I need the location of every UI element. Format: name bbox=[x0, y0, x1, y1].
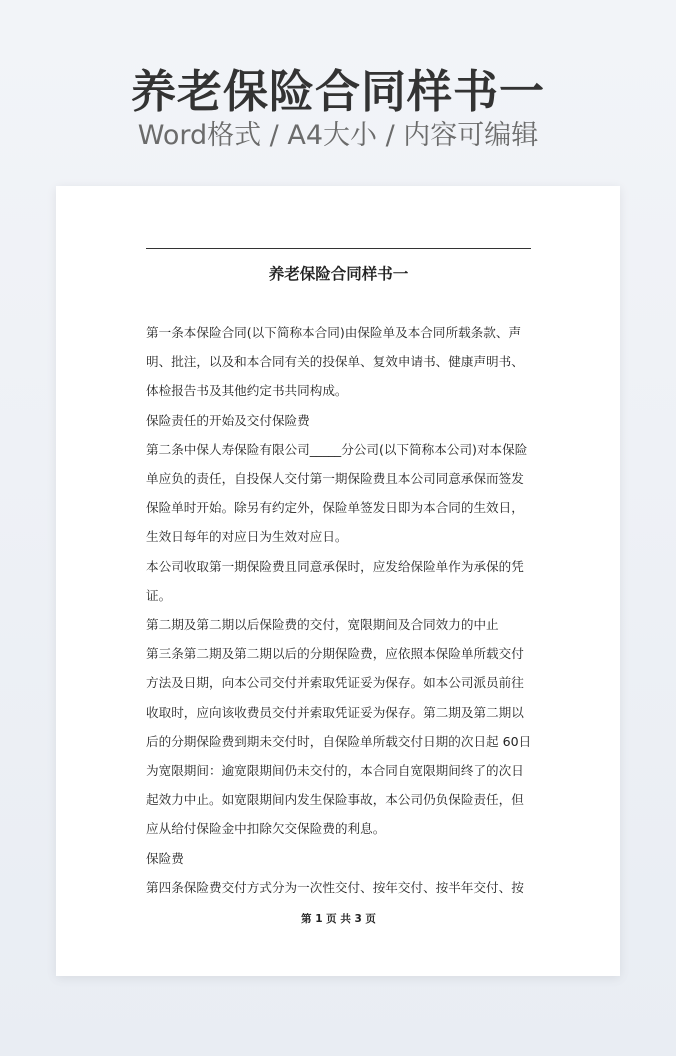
paragraph-article-3: 第三条第二期及第二期以后的分期保险费，应依照本保险单所载交付方法及日期，向本公司交付并索取凭证妥为保存。如本公司派员前往收取时，应向该收费员交付并索取凭证妥为保存。第二期及第二期以后的分期保险费到期未交付时，自保险单所载交付日期的次日起 60日为宽限期间：逾宽限期间仍未交付的，本合同自宽限期间终了的次日起效力中止。如宽限期间内发生保险事故，本公司仍负保险责任，但应从给付保险金中扣除欠交保险费的利息。 bbox=[146, 646, 532, 837]
document-page bbox=[56, 186, 620, 976]
section-heading-premium: 保险费 bbox=[146, 850, 184, 866]
paragraph-article-1: 第一条本保险合同(以下简称本合同)由保险单及本合同所载条款、声明、批注，以及和本合同有关的投保单、复效申请书、健康声明书、体检报告书及其他约定书共同构成。 bbox=[146, 325, 524, 399]
page-number: 第 1 页 共 3 页 bbox=[301, 913, 376, 925]
paragraph-certificate: 本公司收取第一期保险费且同意承保时，应发给保险单作为承保的凭证。 bbox=[146, 558, 524, 603]
document-title: 养老保险合同样书一 bbox=[268, 265, 409, 283]
document-body bbox=[146, 318, 534, 902]
section-heading-grace-period: 第二期及第二期以后保险费的交付，宽限期间及合同效力的中止 bbox=[146, 617, 499, 633]
paragraph-article-2: 第二条中保人寿保险有限公司_____分公司(以下简称本公司)对本保险单应负的责任，自投保人交付第一期保险费且本公司同意承保而签发保险单时开始。除另有约定外，保险单签发日即为本合同的生效日，生效日每年的对应日为生效对应日。 bbox=[146, 441, 528, 545]
banner-title: 养老保险合同样书一 bbox=[130, 65, 545, 118]
banner-subtitle: Word格式 / A4大小 / 内容可编辑 bbox=[137, 120, 539, 151]
section-heading-liability: 保险责任的开始及交付保险费 bbox=[146, 412, 310, 428]
paragraph-article-4: 第四条保险费交付方式分为一次性交付、按年交付、按半年交付、按 bbox=[146, 879, 524, 895]
header-rule bbox=[146, 248, 531, 249]
